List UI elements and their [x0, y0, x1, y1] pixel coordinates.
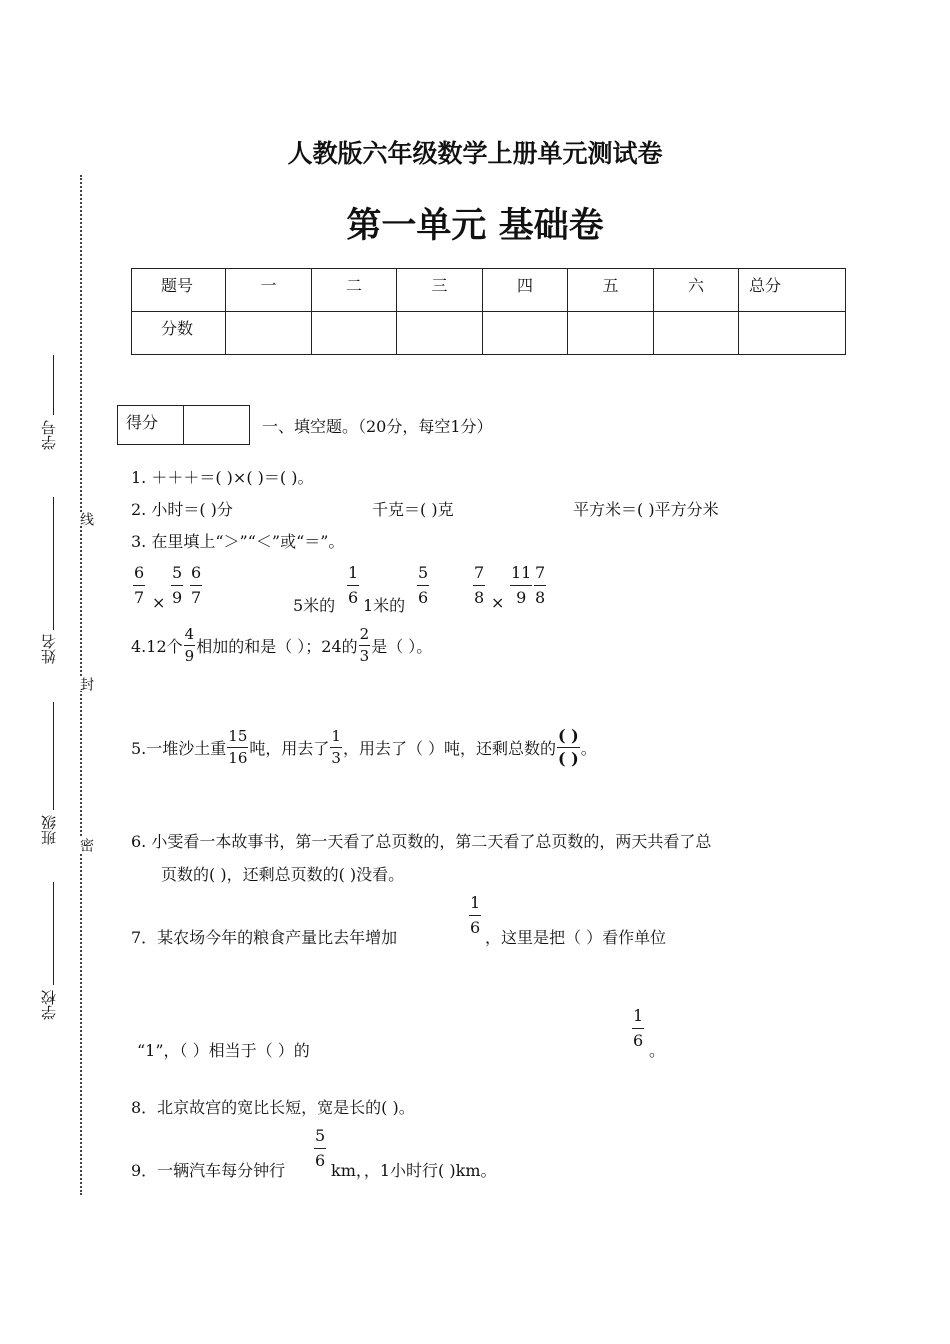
q5-text: ，用去了（ ）吨，还剩总数的 [342, 739, 557, 758]
margin-label-name: 姓名 [40, 634, 58, 664]
q4-text: 4.12个 [131, 637, 183, 656]
q3-fraction: 1 6 [348, 563, 359, 607]
score-table-header-row [132, 269, 846, 312]
q5-blank-fraction[interactable]: $\frac{( )}{( )}$ [558, 726, 579, 768]
q7-fraction: 1 6 [633, 1006, 644, 1050]
q7-fraction: 1 6 [470, 893, 481, 937]
question-7-text: 7．某农场今年的粮食产量比去年增加 [131, 928, 398, 947]
question-3: 3. 在里填上“＞”“＜”或“＝”。 [131, 532, 345, 551]
section-heading: 一、填空题。（20分，每空1分） [262, 417, 493, 436]
q3-fraction: 6 7 [134, 563, 145, 607]
margin-label-class: 班级 [40, 815, 58, 845]
seal-mark-seal: 封 [78, 677, 94, 691]
score-table-cell: 五 [568, 269, 654, 312]
score-table-cell: 题号 [132, 269, 226, 312]
q3-text: 1米的 [363, 596, 406, 615]
question-6-line-1: 6. 小雯看一本故事书，第一天看了总页数的，第二天看了总页数的，两天共看了总 [131, 832, 712, 851]
score-table-cell: 二 [312, 269, 397, 312]
student-id-blank-line [53, 355, 54, 415]
question-2-part-c: 平方米＝( )平方分米 [573, 500, 719, 519]
score-input-cell[interactable] [226, 312, 312, 355]
class-blank-line [53, 702, 54, 810]
question-7-line-2: “1”，（ ）相当于（ ）的 [137, 1041, 310, 1060]
question-5 [131, 728, 597, 767]
q3-operator: × [491, 593, 505, 612]
q3-fraction: 6 7 [191, 563, 202, 607]
question-2-part-b: 千克＝( )克 [372, 500, 454, 519]
score-table-cell: 六 [654, 269, 739, 312]
question-9-text: km，，1小时行( )km。 [331, 1161, 497, 1180]
score-table [131, 268, 846, 355]
section-score-box [117, 405, 250, 445]
q3-operator: × [152, 593, 166, 612]
score-input-cell[interactable] [397, 312, 483, 355]
seal-mark-line: 线 [78, 512, 94, 526]
q5-text: 。 [580, 739, 597, 758]
score-table-cell: 总分 [739, 269, 846, 312]
exam-subtitle: 第一单元 基础卷 [346, 206, 604, 246]
section-score-label: 得分 [118, 406, 184, 444]
score-input-cell[interactable] [654, 312, 739, 355]
q3-fraction: 7 8 [535, 563, 546, 607]
score-input-cell[interactable] [568, 312, 654, 355]
q5-fraction: $\frac{1}{3}$ [331, 727, 341, 767]
q4-text: 相加的和是（ ）；24的 [196, 637, 358, 656]
question-1: 1. ＋＋＋＝( )×( )＝( )。 [131, 468, 314, 487]
q4-text: 是（ ）。 [371, 637, 433, 656]
score-table-cell: 三 [397, 269, 483, 312]
seal-mark-secret: 密 [78, 838, 94, 852]
score-input-cell[interactable] [312, 312, 397, 355]
question-8: 8．北京故宫的宽比长短，宽是长的( )。 [131, 1098, 415, 1117]
name-blank-line [53, 497, 54, 630]
q3-fraction: 7 8 [474, 563, 485, 607]
q5-fraction: $\frac{15}{16}$ [228, 727, 248, 767]
question-9-text: 9．一辆汽车每分钟行 [131, 1161, 286, 1180]
school-blank-line [53, 882, 54, 985]
score-table-cell: 四 [483, 269, 568, 312]
question-6-line-2: 页数的( )，还剩总页数的( )没看。 [161, 865, 405, 884]
score-row-label: 分数 [132, 312, 226, 355]
margin-label-student-id: 学号 [40, 420, 58, 450]
question-4 [131, 627, 432, 664]
question-2-part-a: 2. 小时＝( )分 [131, 500, 233, 519]
score-input-cell[interactable] [739, 312, 846, 355]
q3-fraction: 11 9 [511, 563, 532, 607]
exam-title: 人教版六年级数学上册单元测试卷 [287, 139, 663, 168]
q4-fraction: $\frac{2}{3}$ [359, 625, 370, 665]
question-7-text: ，这里是把（ ）看作单位 [485, 928, 667, 947]
q4-fraction: $\frac{4}{9}$ [184, 625, 195, 665]
score-input-cell[interactable] [483, 312, 568, 355]
q3-text: 5米的 [293, 596, 336, 615]
margin-label-school: 学校 [40, 990, 58, 1020]
score-table-score-row [132, 312, 846, 355]
question-7-line-2-end: 。 [649, 1041, 666, 1060]
q3-fraction: 5 6 [418, 563, 429, 607]
q5-text: 吨，用去了 [249, 739, 330, 758]
q9-fraction: 5 6 [315, 1126, 326, 1170]
q5-text: 5.一堆沙土重 [131, 739, 227, 758]
q3-fraction: 5 9 [172, 563, 183, 607]
score-table-cell: 一 [226, 269, 312, 312]
